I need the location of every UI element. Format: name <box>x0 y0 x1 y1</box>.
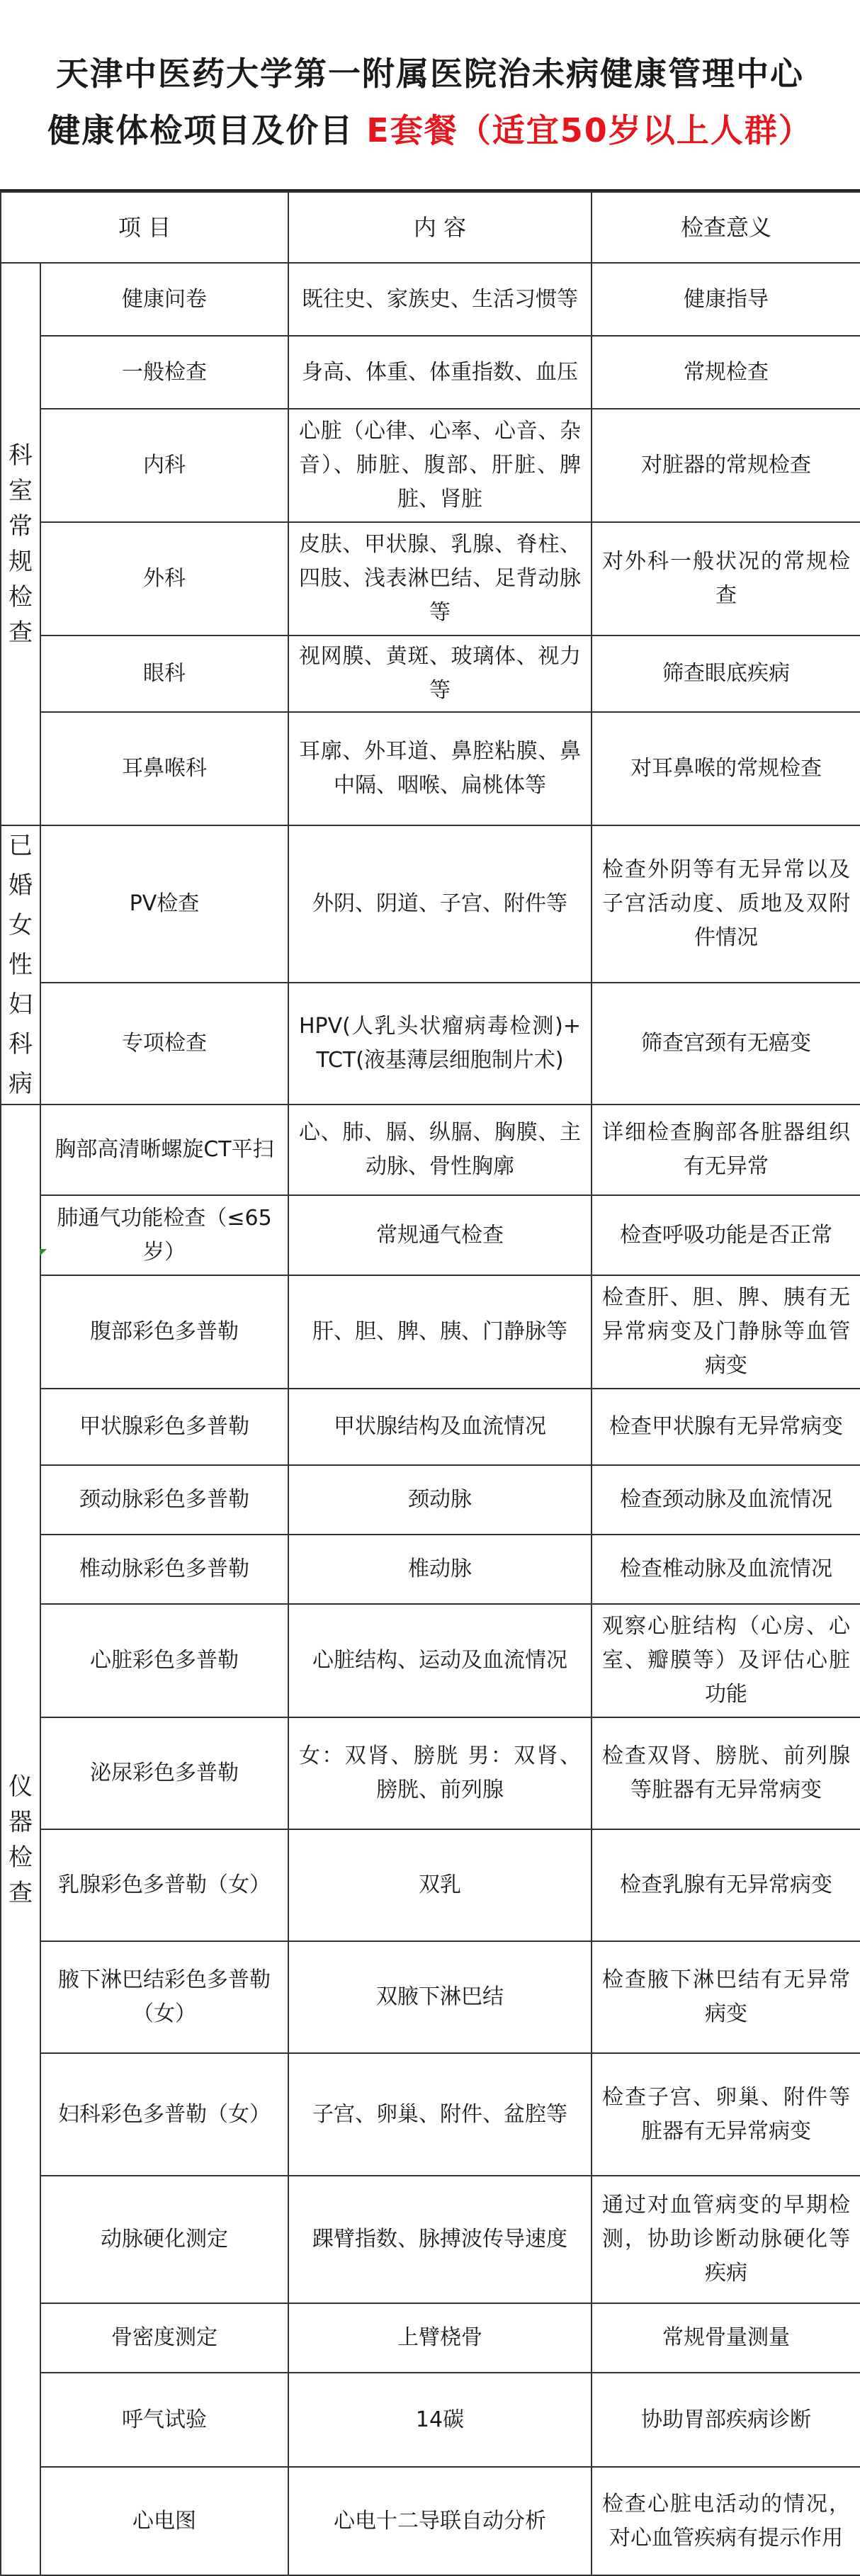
document-title-block <box>0 0 860 191</box>
meaning-cell: 详细检查胸部各脏器组织有无异常 <box>592 1105 860 1195</box>
header-meaning: 检查意义 <box>592 192 860 263</box>
meaning-cell: 检查乳腺有无异常病变 <box>592 1829 860 1941</box>
title-prefix: 健康体检项目及价目 <box>47 111 367 149</box>
category-cell: 科室常规检查 <box>1 263 40 825</box>
meaning-cell: 检查椎动脉及血流情况 <box>592 1535 860 1604</box>
item-cell: 妇科彩色多普勒（女） <box>40 2053 288 2176</box>
item-cell: 心电图 <box>40 2467 288 2575</box>
content-cell: 心脏结构、运动及血流情况 <box>288 1604 592 1717</box>
meaning-cell: 对外科一般状况的常规检查 <box>592 522 860 635</box>
content-cell: 心电十二导联自动分析 <box>288 2467 592 2575</box>
item-cell: 泌尿彩色多普勒 <box>40 1717 288 1829</box>
item-cell: 外科 <box>40 522 288 635</box>
meaning-cell: 协助胃部疾病诊断 <box>592 2373 860 2467</box>
table-row <box>1 1389 860 1465</box>
table-row <box>1 336 860 409</box>
table-row <box>1 1535 860 1604</box>
table-row <box>1 1604 860 1717</box>
content-cell: 女：双肾、膀胱 男：双肾、膀胱、前列腺 <box>288 1717 592 1829</box>
item-cell: 内科 <box>40 409 288 522</box>
content-cell: 上臂桡骨 <box>288 2303 592 2373</box>
meaning-cell: 检查颈动脉及血流情况 <box>592 1465 860 1535</box>
meaning-cell: 对耳鼻喉的常规检查 <box>592 712 860 825</box>
content-cell: 椎动脉 <box>288 1535 592 1604</box>
table-row <box>1 1941 860 2053</box>
content-cell: 肝、胆、脾、胰、门静脉等 <box>288 1275 592 1389</box>
content-cell: 皮肤、甲状腺、乳腺、脊柱、四肢、浅表淋巴结、足背动脉等 <box>288 522 592 635</box>
meaning-cell: 观察心脏结构（心房、心室、瓣膜等）及评估心脏功能 <box>592 1604 860 1717</box>
item-cell: 颈动脉彩色多普勒 <box>40 1465 288 1535</box>
content-cell: 子宫、卵巢、附件、盆腔等 <box>288 2053 592 2176</box>
content-cell: 视网膜、黄斑、玻璃体、视力等 <box>288 635 592 712</box>
category-cell: 仪器检查 <box>1 1105 40 2575</box>
content-cell: 外阴、阴道、子宫、附件等 <box>288 825 592 983</box>
table-row <box>1 1105 860 1195</box>
meaning-cell: 常规骨量测量 <box>592 2303 860 2373</box>
item-cell: 专项检查 <box>40 983 288 1105</box>
content-cell: 常规通气检查 <box>288 1195 592 1275</box>
header-item: 项 目 <box>1 192 288 263</box>
content-cell: HPV(人乳头状瘤病毒检测)+ TCT(液基薄层细胞制片术) <box>288 983 592 1105</box>
table-row <box>1 2373 860 2467</box>
content-cell: 14碳 <box>288 2373 592 2467</box>
meaning-cell: 常规检查 <box>592 336 860 409</box>
exam-items-table <box>0 191 860 2576</box>
table-row <box>1 1275 860 1389</box>
table-row <box>1 1195 860 1275</box>
item-cell: 肺通气功能检查（≤65岁） <box>40 1195 288 1275</box>
item-cell: 心脏彩色多普勒 <box>40 1604 288 1717</box>
cell-comment-marker <box>40 1249 47 1256</box>
meaning-cell: 检查双肾、膀胱、前列腺等脏器有无异常病变 <box>592 1717 860 1829</box>
header-content: 内 容 <box>288 192 592 263</box>
item-cell: 呼气试验 <box>40 2373 288 2467</box>
item-cell: 动脉硬化测定 <box>40 2176 288 2303</box>
item-cell: 乳腺彩色多普勒（女） <box>40 1829 288 1941</box>
table-row <box>1 522 860 635</box>
package-highlight: E套餐（适宜50岁以上人群） <box>366 111 813 149</box>
table-row <box>1 712 860 825</box>
table-row <box>1 2053 860 2176</box>
content-cell: 心脏（心律、心率、心音、杂音）、肺脏、腹部、肝脏、脾脏、肾脏 <box>288 409 592 522</box>
meaning-cell: 对脏器的常规检查 <box>592 409 860 522</box>
title-line-2 <box>0 105 860 152</box>
meaning-cell: 检查子宫、卵巢、附件等脏器有无异常病变 <box>592 2053 860 2176</box>
item-cell: 骨密度测定 <box>40 2303 288 2373</box>
item-cell: 一般检查 <box>40 336 288 409</box>
meaning-cell: 检查外阴等有无异常以及子宫活动度、质地及双附件情况 <box>592 825 860 983</box>
meaning-cell: 检查肝、胆、脾、胰有无异常病变及门静脉等血管病变 <box>592 1275 860 1389</box>
table-row <box>1 263 860 336</box>
meaning-cell: 通过对血管病变的早期检测，协助诊断动脉硬化等疾病 <box>592 2176 860 2303</box>
meaning-cell: 检查呼吸功能是否正常 <box>592 1195 860 1275</box>
table-row <box>1 983 860 1105</box>
table-row <box>1 2467 860 2575</box>
meaning-cell: 健康指导 <box>592 263 860 336</box>
table-row <box>1 1717 860 1829</box>
category-cell: 已婚女性妇科病 <box>1 825 40 1105</box>
item-cell: 健康问卷 <box>40 263 288 336</box>
item-cell: 甲状腺彩色多普勒 <box>40 1389 288 1465</box>
table-row <box>1 825 860 983</box>
table-row <box>1 409 860 522</box>
item-cell: 眼科 <box>40 635 288 712</box>
item-cell: 腋下淋巴结彩色多普勒（女） <box>40 1941 288 2053</box>
table-row <box>1 1465 860 1535</box>
item-cell: PV检查 <box>40 825 288 983</box>
meaning-cell: 检查心脏电活动的情况，对心血管疾病有提示作用 <box>592 2467 860 2575</box>
item-cell: 腹部彩色多普勒 <box>40 1275 288 1389</box>
content-cell: 耳廓、外耳道、鼻腔粘膜、鼻中隔、咽喉、扁桃体等 <box>288 712 592 825</box>
content-cell: 甲状腺结构及血流情况 <box>288 1389 592 1465</box>
content-cell: 双乳 <box>288 1829 592 1941</box>
item-cell: 耳鼻喉科 <box>40 712 288 825</box>
table-header-row <box>1 192 860 263</box>
content-cell: 心、肺、膈、纵膈、胸膜、主动脉、骨性胸廓 <box>288 1105 592 1195</box>
content-cell: 颈动脉 <box>288 1465 592 1535</box>
content-cell: 既往史、家族史、生活习惯等 <box>288 263 592 336</box>
item-cell: 胸部高清晰螺旋CT平扫 <box>40 1105 288 1195</box>
title-line-1: 天津中医药大学第一附属医院治未病健康管理中心 <box>56 55 804 93</box>
item-cell: 椎动脉彩色多普勒 <box>40 1535 288 1604</box>
meaning-cell: 筛查眼底疾病 <box>592 635 860 712</box>
content-cell: 双腋下淋巴结 <box>288 1941 592 2053</box>
meaning-cell: 检查甲状腺有无异常病变 <box>592 1389 860 1465</box>
content-cell: 踝臂指数、脉搏波传导速度 <box>288 2176 592 2303</box>
meaning-cell: 筛查宫颈有无癌变 <box>592 983 860 1105</box>
table-row <box>1 2303 860 2373</box>
meaning-cell: 检查腋下淋巴结有无异常病变 <box>592 1941 860 2053</box>
table-row <box>1 635 860 712</box>
content-cell: 身高、体重、体重指数、血压 <box>288 336 592 409</box>
table-row <box>1 2176 860 2303</box>
table-row <box>1 1829 860 1941</box>
